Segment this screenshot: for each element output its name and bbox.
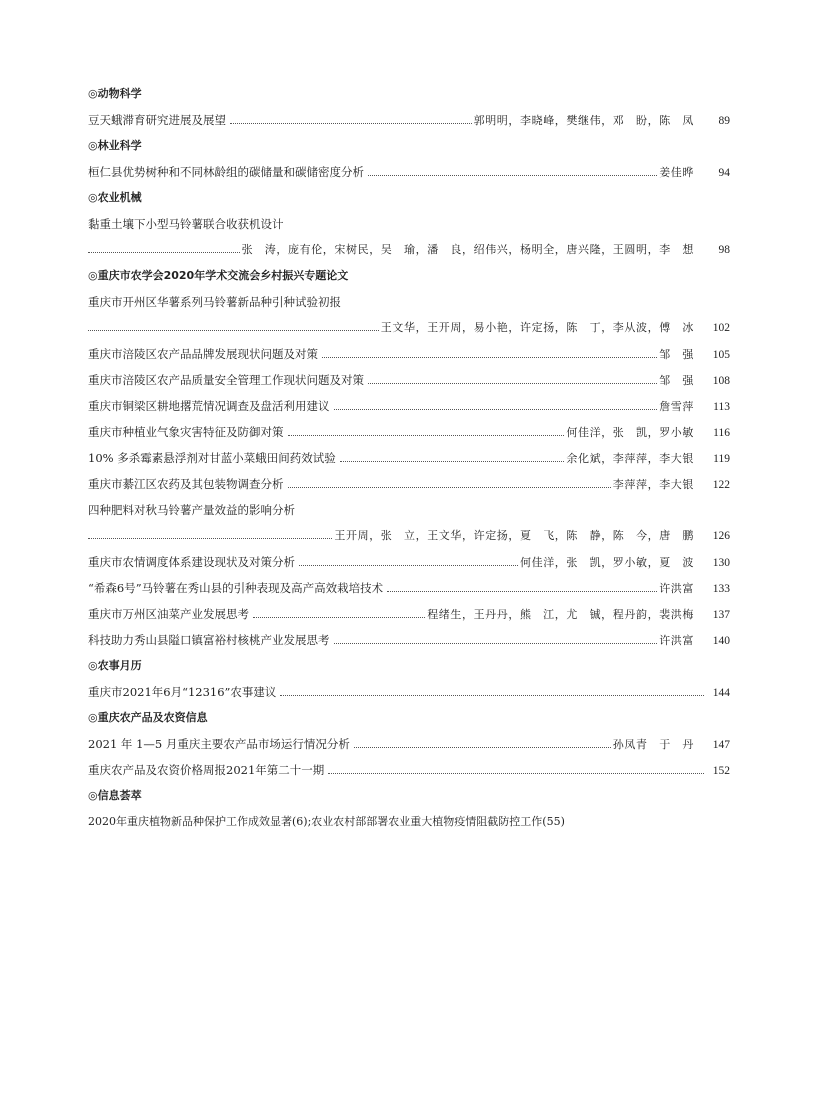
- entry-page: 102: [712, 322, 730, 334]
- toc-entry[interactable]: [88, 632, 730, 648]
- entry-page: 119: [713, 453, 730, 465]
- leader-dots: [88, 538, 332, 539]
- leader-dots: [280, 695, 704, 696]
- toc-entry[interactable]: [88, 580, 730, 596]
- leader-dots: [88, 330, 379, 331]
- toc-entry[interactable]: [88, 164, 730, 180]
- toc-entry[interactable]: [88, 554, 730, 570]
- leader-dots: [288, 487, 611, 488]
- entry-title: 10% 多杀霉素悬浮剂对甘蓝小菜蛾田间药效试验: [88, 451, 336, 465]
- entry-authors: 王文华，王开周，易小艳，许定扬，陈 丁，李从波，傅 冰: [380, 321, 694, 334]
- leader-dots: [328, 773, 704, 774]
- entry-authors: 邹 强: [659, 348, 694, 361]
- entry-page: 133: [712, 583, 730, 595]
- entry-page: 116: [713, 427, 730, 439]
- entry-title: 重庆市农情调度体系建设现状及对策分析: [88, 555, 295, 569]
- toc-entry-author-line[interactable]: [88, 320, 730, 336]
- info-digest-text: 2020年重庆植物新品种保护工作成效显著(6);农业农村部部署农业重大植物疫情阻截防控工作(55): [88, 815, 565, 828]
- entry-title: 重庆市涪陵区农产品品牌发展现状问题及对策: [88, 347, 318, 361]
- entry-page: 105: [712, 349, 730, 361]
- entry-title: “希森6号”马铃薯在秀山县的引种表现及高产高效栽培技术: [88, 581, 384, 595]
- leader-dots: [322, 357, 657, 358]
- entry-title: 2021 年 1—5 月重庆主要农产品市场运行情况分析: [88, 737, 350, 751]
- entry-page: 98: [718, 244, 730, 256]
- entry-authors: 何佳洋，张 凯，罗小敏: [566, 426, 694, 439]
- entry-page: 108: [712, 375, 730, 387]
- entry-title: 重庆市2021年6月“12316”农事建议: [88, 685, 277, 699]
- entry-page: 140: [712, 635, 730, 647]
- toc-entry[interactable]: [88, 736, 730, 752]
- entry-page: 152: [712, 765, 730, 777]
- leader-dots: [288, 435, 565, 436]
- entry-authors: 姜佳晔: [659, 166, 694, 179]
- entry-authors: 程绪生，王丹丹，熊 江，尤 铖，程丹韵，裴洪梅: [427, 608, 694, 621]
- entry-title: 重庆市涪陵区农产品质量安全管理工作现状问题及对策: [88, 373, 364, 387]
- entry-title: 四种肥料对秋马铃薯产量效益的影响分析: [88, 503, 295, 517]
- entry-title: 重庆市开州区华薯系列马铃薯新品种引种试验初报: [88, 295, 341, 309]
- entry-page: 113: [713, 401, 730, 413]
- toc-entry-author-line[interactable]: [88, 242, 730, 258]
- entry-authors: 李萍萍，李大银: [612, 478, 694, 491]
- leader-dots: [387, 591, 657, 592]
- entry-title: 重庆市万州区油菜产业发展思考: [88, 607, 249, 621]
- toc-entry-title-line[interactable]: [88, 502, 730, 518]
- entry-authors: 郭明明，李晓峰，樊继伟，邓 盼，陈 凤: [473, 114, 694, 127]
- leader-dots: [88, 252, 240, 253]
- leader-dots: [230, 123, 472, 124]
- toc-entry[interactable]: [88, 424, 730, 440]
- entry-authors: 王开周，张 立，王文华，许定扬，夏 飞，陈 静，陈 今，唐 鹏: [334, 529, 694, 542]
- entry-authors: 余化斌，李萍萍，李大银: [566, 452, 694, 465]
- entry-title: 重庆市种植业气象灾害特征及防御对策: [88, 425, 284, 439]
- entry-page: 89: [718, 115, 730, 127]
- entry-title: 桓仁县优势树种和不同林龄组的碳储量和碳储密度分析: [88, 165, 364, 179]
- leader-dots: [334, 409, 658, 410]
- entry-authors: 孙凤青 于 丹: [612, 738, 694, 751]
- entry-title: 豆天蛾滞育研究进展及展望: [88, 113, 226, 127]
- leader-dots: [368, 175, 657, 176]
- table-of-contents: [88, 86, 730, 830]
- toc-entry[interactable]: [88, 112, 730, 128]
- toc-entry[interactable]: [88, 372, 730, 388]
- entry-page: 94: [718, 167, 730, 179]
- entry-authors: 邹 强: [659, 374, 694, 387]
- entry-page: 147: [712, 739, 730, 751]
- entry-title: 黏重土壤下小型马铃薯联合收获机设计: [88, 217, 284, 231]
- toc-entry[interactable]: [88, 398, 730, 414]
- section-heading: ◎重庆农产品及农资信息: [88, 711, 208, 724]
- toc-entry[interactable]: [88, 606, 730, 622]
- entry-page: 122: [712, 479, 730, 491]
- entry-title: 重庆市綦江区农药及其包装物调查分析: [88, 477, 284, 491]
- entry-title: 重庆市铜梁区耕地撂荒情况调查及盘活利用建议: [88, 399, 330, 413]
- entry-authors: 许洪富: [659, 634, 694, 647]
- section-heading: ◎动物科学: [88, 87, 142, 100]
- toc-entry-title-line[interactable]: [88, 216, 730, 232]
- leader-dots: [299, 565, 518, 566]
- toc-entry[interactable]: [88, 684, 730, 700]
- section-heading: ◎信息荟萃: [88, 789, 142, 802]
- section-heading: ◎农业机械: [88, 191, 142, 204]
- leader-dots: [334, 643, 658, 644]
- entry-authors: 何佳洋，张 凯，罗小敏，夏 波: [520, 556, 694, 569]
- toc-entry-title-line[interactable]: [88, 294, 730, 310]
- toc-entry[interactable]: [88, 762, 730, 778]
- entry-authors: 张 涛，庞有伦，宋树民，吴 瑜，潘 良，绍伟兴，杨明全，唐兴隆，王圆明，李 想: [241, 243, 694, 256]
- entry-authors: 许洪富: [659, 582, 694, 595]
- leader-dots: [340, 461, 565, 462]
- section-heading: ◎农事月历: [88, 659, 142, 672]
- entry-page: 137: [712, 609, 730, 621]
- entry-page: 126: [712, 530, 730, 542]
- section-heading: ◎林业科学: [88, 139, 142, 152]
- entry-page: 144: [712, 687, 730, 699]
- toc-entry[interactable]: [88, 476, 730, 492]
- section-heading: ◎重庆市农学会2020年学术交流会乡村振兴专题论文: [88, 269, 349, 282]
- leader-dots: [368, 383, 657, 384]
- leader-dots: [253, 617, 425, 618]
- entry-title: 重庆农产品及农资价格周报2021年第二十一期: [88, 763, 325, 777]
- entry-title: 科技助力秀山县隘口镇富裕村核桃产业发展思考: [88, 633, 330, 647]
- toc-entry-author-line[interactable]: [88, 528, 730, 544]
- toc-entry[interactable]: [88, 450, 730, 466]
- toc-entry[interactable]: [88, 346, 730, 362]
- entry-page: 130: [712, 557, 730, 569]
- leader-dots: [354, 747, 611, 748]
- entry-authors: 詹雪萍: [659, 400, 694, 413]
